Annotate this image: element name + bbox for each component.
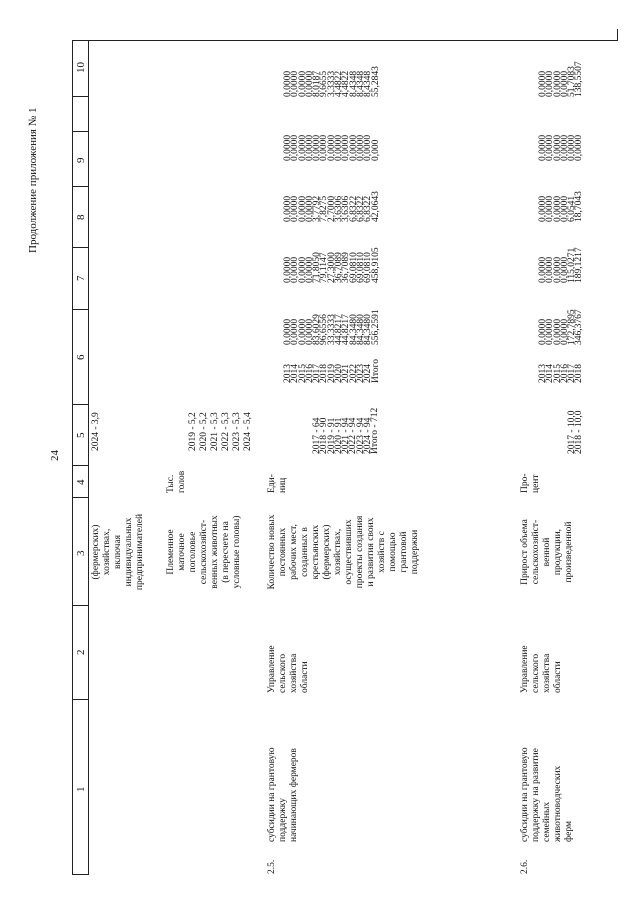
text-line: рабочих мест, bbox=[289, 524, 299, 580]
text-line: 2024 - 5,4 bbox=[243, 412, 253, 451]
col-sep bbox=[72, 404, 89, 405]
page-number: 24 bbox=[49, 450, 61, 461]
text-line: 0,0000 bbox=[283, 318, 293, 345]
text-line: 0,0000 bbox=[334, 134, 345, 161]
table-bottom-tick bbox=[617, 29, 618, 41]
header-bottom-border bbox=[88, 41, 89, 875]
text-line: 6,0541 bbox=[567, 195, 578, 222]
text-line: семейных bbox=[542, 801, 552, 842]
text-line: 4,4822 bbox=[334, 70, 345, 97]
text-line: 3,3333 bbox=[326, 70, 337, 97]
measure-name-cell bbox=[520, 747, 575, 842]
text-line: 346,3767 bbox=[574, 309, 585, 345]
text-line: 18,7043 bbox=[574, 191, 585, 222]
text-line: 0,0000 bbox=[552, 256, 563, 283]
text-line: произведенной bbox=[564, 521, 574, 583]
text-line: 0,0000 bbox=[304, 318, 315, 345]
text-line: постоянных bbox=[278, 527, 288, 577]
measure-name-cell bbox=[267, 747, 300, 842]
text-line: 2020 bbox=[334, 364, 345, 383]
table-top-border bbox=[72, 41, 73, 875]
text-line: 36,7089 bbox=[334, 252, 345, 283]
text-line: 8,4348 bbox=[363, 70, 374, 97]
text-line: 2018 - 10,0 bbox=[574, 410, 585, 454]
text-line: 2024 bbox=[363, 364, 374, 383]
text-line: 0,0000 bbox=[574, 134, 585, 161]
col-sep bbox=[72, 605, 89, 606]
column-header-5: 5 bbox=[75, 432, 87, 438]
text-line: 0,0000 bbox=[545, 195, 556, 222]
text-line: 69,0810 bbox=[355, 252, 366, 283]
years-cell bbox=[285, 359, 380, 383]
text-line: 2022 - 5,3 bbox=[221, 412, 231, 451]
text-line: 0,0000 bbox=[355, 134, 366, 161]
text-line: маточное bbox=[177, 533, 187, 571]
target-value-continued: 2024 - 3,9 bbox=[91, 412, 101, 451]
text-line: 0,0000 bbox=[290, 195, 301, 222]
text-line: 2019 bbox=[326, 364, 337, 383]
text-line: 2022 bbox=[348, 364, 359, 383]
text-line: 0,000 bbox=[370, 139, 381, 161]
text-line: сельского bbox=[278, 653, 288, 693]
amount-regional-cell bbox=[285, 191, 380, 222]
text-line: 44,8217 bbox=[334, 314, 345, 345]
text-line: 0,0000 bbox=[552, 70, 563, 97]
text-line: 9,6655 bbox=[319, 70, 330, 97]
indicator-cell bbox=[166, 498, 243, 606]
text-line: 0,0000 bbox=[319, 134, 330, 161]
text-line: 3,6306 bbox=[341, 195, 352, 222]
text-line: 33,3333 bbox=[326, 314, 337, 345]
row-number-2-5: 2.5. bbox=[267, 859, 277, 874]
text-line: 0,0000 bbox=[538, 195, 548, 222]
amount-federal-cell bbox=[285, 247, 380, 283]
text-line: 8,4348 bbox=[355, 70, 366, 97]
text-line: 2014 bbox=[290, 364, 301, 383]
text-line: 2019 - 91 bbox=[326, 417, 337, 454]
text-line: цент bbox=[531, 474, 541, 493]
column-header-1: 1 bbox=[75, 786, 87, 792]
text-line: венной bbox=[542, 537, 552, 567]
text-line: 0,0000 bbox=[290, 134, 301, 161]
table-right-border bbox=[72, 40, 617, 41]
text-line: Итого bbox=[370, 358, 381, 383]
text-line: 2018 - 90 bbox=[319, 417, 330, 454]
text-line: осуществивших bbox=[344, 519, 354, 585]
text-line: начинающих фермеров bbox=[289, 748, 299, 842]
text-line: 0,0000 bbox=[538, 318, 548, 345]
executor-cell bbox=[520, 645, 564, 693]
text-line: 6,8322 bbox=[363, 195, 374, 222]
text-line: 0,0000 bbox=[297, 318, 308, 345]
text-line: 172,7895 bbox=[567, 309, 578, 345]
text-line: 51,7083 bbox=[567, 66, 578, 97]
text-line: предпринимателей bbox=[135, 513, 145, 591]
text-line: 2023 bbox=[355, 364, 366, 383]
text-line: 0,0000 bbox=[552, 134, 563, 161]
text-line: крестьянских bbox=[311, 524, 321, 580]
text-line: 27,3000 bbox=[326, 252, 337, 283]
text-line: 84,3480 bbox=[363, 314, 374, 345]
text-line: 2015 bbox=[552, 364, 563, 383]
text-line: сельскохозяйст- bbox=[199, 519, 209, 585]
text-line: 84,3480 bbox=[355, 314, 366, 345]
text-line: 96,6556 bbox=[319, 314, 330, 345]
text-line: 0,0000 bbox=[283, 134, 293, 161]
text-line: 3,6306 bbox=[334, 195, 345, 222]
text-line: 2013 bbox=[283, 364, 293, 383]
text-line: 0,0000 bbox=[545, 318, 556, 345]
amount-federal-cell bbox=[540, 247, 584, 283]
amount-regional-cell bbox=[540, 191, 584, 222]
text-line: 0,0000 bbox=[538, 256, 548, 283]
text-line: 83,6029 bbox=[312, 314, 323, 345]
text-line: 0,0000 bbox=[297, 70, 308, 97]
text-line: 69,0810 bbox=[348, 252, 359, 283]
text-line: 0,0000 bbox=[297, 256, 308, 283]
column-header-4: 4 bbox=[75, 479, 87, 485]
executor-cell bbox=[267, 645, 311, 693]
text-line: 0,0000 bbox=[326, 134, 337, 161]
text-line: 2015 bbox=[297, 364, 308, 383]
text-line: Тыс. bbox=[166, 474, 176, 493]
text-line: 0,0000 bbox=[283, 195, 293, 222]
text-line: включая bbox=[113, 535, 123, 569]
text-line: 2018 bbox=[319, 364, 330, 383]
text-line: 0,0000 bbox=[312, 134, 323, 161]
text-line: 189,1217 bbox=[574, 247, 585, 283]
text-line: 0,0000 bbox=[283, 256, 293, 283]
text-line: 4,4822 bbox=[341, 70, 352, 97]
text-line: субсидии на грантовую bbox=[520, 747, 530, 842]
col-sep bbox=[72, 309, 89, 310]
column-header-10: 10 bbox=[75, 62, 87, 73]
text-line: 36,7089 bbox=[341, 252, 352, 283]
text-line: 0,0000 bbox=[559, 318, 570, 345]
text-line: 0,0000 bbox=[304, 195, 315, 222]
indicator-cell bbox=[267, 498, 421, 606]
text-line: 2020 - 91 bbox=[333, 417, 344, 454]
text-line: 0,0000 bbox=[297, 195, 308, 222]
header-left-border bbox=[72, 874, 89, 875]
text-line: области bbox=[553, 661, 563, 693]
text-line: созданных в bbox=[300, 527, 310, 577]
column-header-6: 6 bbox=[75, 354, 87, 360]
text-line: 0,0000 bbox=[538, 134, 548, 161]
col-sep bbox=[72, 465, 89, 466]
text-line: 0,0000 bbox=[290, 256, 301, 283]
text-line: 0,0000 bbox=[545, 256, 556, 283]
text-line: голов bbox=[177, 470, 187, 493]
text-line: проекты создания bbox=[355, 515, 365, 589]
text-line: (фермерских) bbox=[322, 524, 332, 580]
text-line: Управление bbox=[267, 645, 277, 693]
amount-extrabudget-cell bbox=[285, 66, 380, 97]
text-line: 2017 bbox=[567, 364, 578, 383]
text-line: 0,0000 bbox=[545, 70, 556, 97]
text-line: (фермерских) bbox=[91, 524, 101, 580]
text-line: и развития своих bbox=[366, 517, 376, 587]
col-sep bbox=[72, 699, 89, 700]
text-line: 2020 - 5,2 bbox=[199, 412, 209, 451]
text-line: ниц bbox=[278, 477, 288, 493]
text-line: 55,2843 bbox=[370, 66, 381, 97]
text-line: 0,0000 bbox=[538, 70, 548, 97]
text-line: индивидуальных bbox=[124, 517, 134, 587]
text-line: 2017 - 64 bbox=[312, 417, 322, 454]
text-line: 0,0000 bbox=[552, 318, 563, 345]
text-line: 2024 - 94 bbox=[363, 417, 374, 454]
text-line: 2019 - 5,2 bbox=[188, 412, 198, 451]
column-header-2: 2 bbox=[75, 649, 87, 655]
col-sep bbox=[72, 131, 89, 132]
text-line: ферм bbox=[564, 821, 574, 842]
column-header-8: 8 bbox=[75, 214, 87, 220]
text-line: Про- bbox=[520, 473, 530, 493]
text-line: 0,0000 bbox=[545, 134, 556, 161]
indicator-cell-continued bbox=[91, 498, 146, 606]
text-line: 0,0000 bbox=[341, 134, 352, 161]
text-line: 2016 bbox=[559, 364, 570, 383]
text-line: 8,0187 bbox=[312, 70, 323, 97]
text-line: венных животных bbox=[210, 515, 220, 589]
text-line: 79,1147 bbox=[319, 252, 330, 283]
text-line: 556,2591 bbox=[370, 309, 381, 345]
text-line: 84,3480 bbox=[348, 314, 359, 345]
text-line: 2018 bbox=[574, 364, 585, 383]
col-sep bbox=[72, 497, 89, 498]
text-line: 3,7792 bbox=[312, 195, 323, 222]
text-line: животноводческих bbox=[553, 765, 563, 842]
text-line: 2023 - 94 bbox=[355, 417, 366, 454]
text-line: (в пересчете на bbox=[221, 521, 231, 583]
amount-local-cell bbox=[540, 135, 584, 161]
unit-cell bbox=[267, 474, 289, 493]
indicator-cell bbox=[520, 498, 575, 606]
text-line: 0,0000 bbox=[559, 134, 570, 161]
amount-total-cell bbox=[285, 309, 380, 345]
text-line: 0,0000 bbox=[559, 195, 570, 222]
text-line: 2,7000 bbox=[326, 195, 337, 222]
text-line: 0,0000 bbox=[290, 70, 301, 97]
text-line: 2013 bbox=[538, 364, 548, 383]
text-line: 42,0643 bbox=[370, 191, 381, 222]
text-line: 0,0000 bbox=[567, 134, 578, 161]
text-line: Итого - 712 bbox=[370, 407, 381, 454]
col-sep bbox=[72, 247, 89, 248]
text-line: 2014 bbox=[545, 364, 556, 383]
target-values-cell bbox=[314, 408, 380, 454]
text-line: 7,8275 bbox=[319, 195, 330, 222]
text-line: Управление bbox=[520, 645, 530, 693]
text-line: 44,8217 bbox=[341, 314, 352, 345]
text-line: сельскохозяйст- bbox=[531, 519, 541, 585]
amount-local-cell bbox=[285, 135, 380, 161]
text-line: хозяйства bbox=[542, 653, 552, 693]
text-line: хозяйствах, bbox=[102, 528, 112, 576]
text-line: 2023 - 5,3 bbox=[232, 412, 242, 451]
text-line: поголовье bbox=[188, 531, 198, 573]
column-header-7: 7 bbox=[75, 275, 87, 281]
text-line: поддержку bbox=[278, 798, 288, 842]
text-line: Количество новых bbox=[267, 514, 277, 590]
text-line: 0,0000 bbox=[559, 70, 570, 97]
text-line: помощью bbox=[388, 532, 398, 572]
text-line: 0,0000 bbox=[363, 134, 374, 161]
text-line: 0,0000 bbox=[348, 134, 359, 161]
text-line: 0,0000 bbox=[297, 134, 308, 161]
text-line: 0,0000 bbox=[559, 256, 570, 283]
text-line: продукции, bbox=[553, 528, 563, 576]
text-line: 2021 - 94 bbox=[341, 417, 352, 454]
text-line: 2017 - 10,0 bbox=[567, 410, 577, 454]
text-line: 2016 bbox=[304, 364, 315, 383]
target-values-cell bbox=[569, 410, 584, 454]
text-line: 69,0810 bbox=[363, 252, 374, 283]
text-line: 0,0000 bbox=[283, 70, 293, 97]
years-cell bbox=[540, 364, 584, 383]
text-line: 8,4348 bbox=[348, 70, 359, 97]
text-line: субсидии на грантовую bbox=[267, 747, 277, 842]
text-line: 0,0000 bbox=[304, 256, 315, 283]
continuation-title: Продолжение приложения № 1 bbox=[27, 107, 39, 253]
column-header-3: 3 bbox=[75, 550, 87, 556]
text-line: 458,9105 bbox=[370, 247, 381, 283]
text-line: Прирост объема bbox=[520, 519, 530, 585]
unit-cell bbox=[166, 471, 188, 493]
text-line: сельского bbox=[531, 653, 541, 693]
text-line: 2022 - 94 bbox=[348, 417, 359, 454]
text-line: хозяйств с bbox=[377, 531, 387, 573]
text-line: 6,8322 bbox=[355, 195, 366, 222]
text-line: хозяйствах, bbox=[333, 528, 343, 576]
text-line: Еди- bbox=[267, 474, 277, 493]
text-line: поддержку на развитие bbox=[531, 748, 541, 842]
unit-cell bbox=[520, 473, 542, 493]
col-sep bbox=[72, 96, 89, 97]
text-line: 115,0271 bbox=[567, 247, 578, 283]
text-line: 6,8322 bbox=[348, 195, 359, 222]
text-line: поддержки bbox=[410, 529, 420, 575]
text-line: области bbox=[300, 661, 310, 693]
text-line: 71,8050 bbox=[312, 252, 323, 283]
text-line: условные головы) bbox=[232, 515, 242, 589]
text-line: 2017 bbox=[312, 364, 323, 383]
text-line: Племенное bbox=[166, 529, 176, 575]
col-sep bbox=[72, 186, 89, 187]
text-line: хозяйства bbox=[289, 653, 299, 693]
target-values-cell bbox=[188, 412, 254, 451]
column-header-9: 9 bbox=[75, 157, 87, 163]
row-number-2-6: 2.6. bbox=[520, 859, 530, 874]
amount-total-cell bbox=[540, 309, 584, 345]
text-line: грантовой bbox=[399, 531, 409, 573]
amount-extrabudget-cell bbox=[540, 61, 584, 97]
text-line: 0,0000 bbox=[290, 318, 301, 345]
text-line: 2021 bbox=[341, 364, 352, 383]
text-line: 2021 - 5,3 bbox=[210, 412, 220, 451]
text-line: 0,0000 bbox=[304, 134, 315, 161]
text-line: 0,0000 bbox=[552, 195, 563, 222]
text-line: 138,5507 bbox=[574, 61, 585, 97]
text-line: 0,0000 bbox=[304, 70, 315, 97]
